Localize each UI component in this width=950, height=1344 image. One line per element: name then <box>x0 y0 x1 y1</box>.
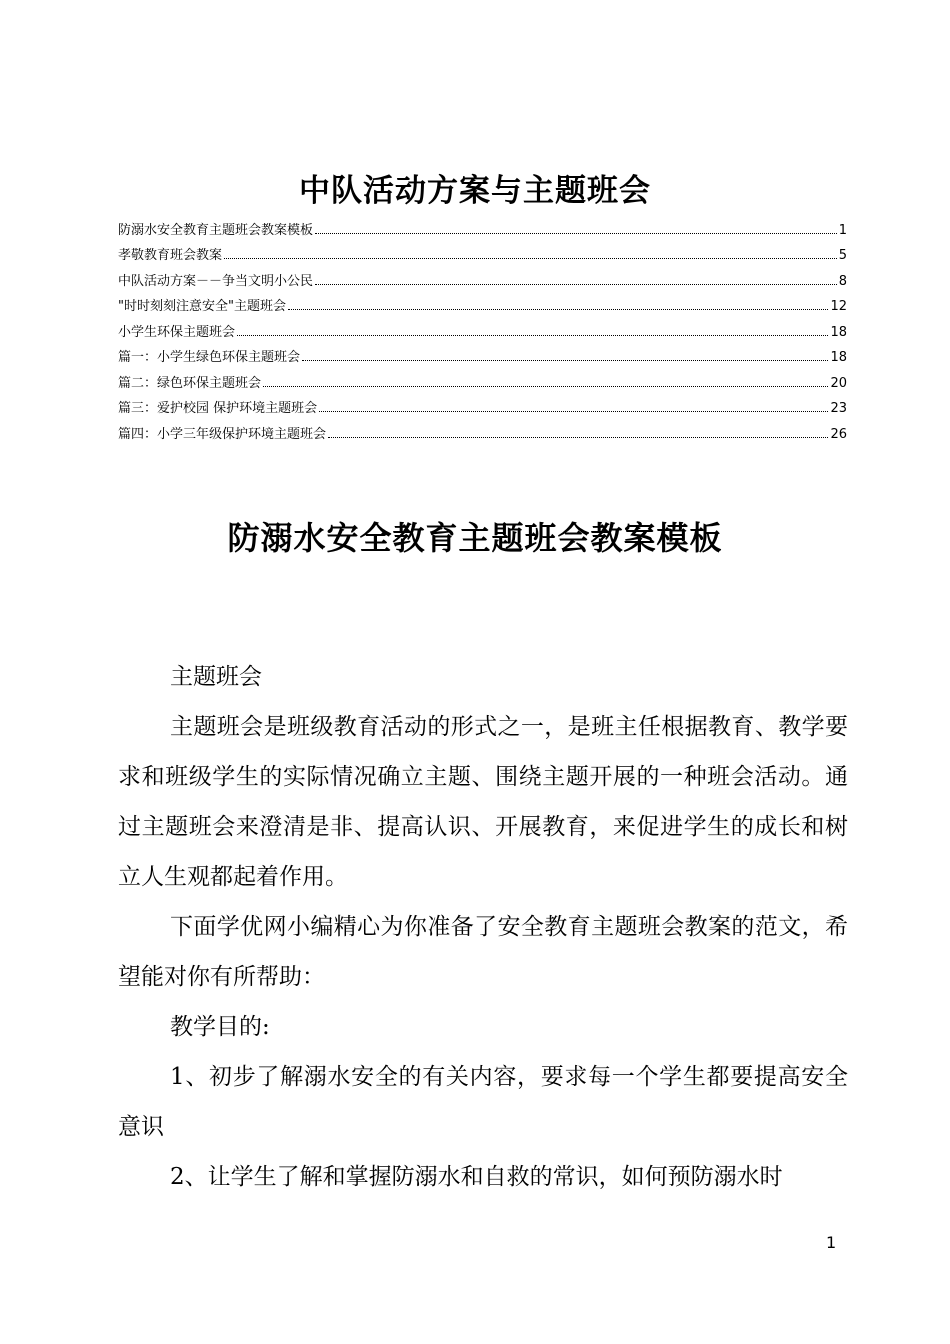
toc-item-page: 18 <box>830 350 847 365</box>
toc-item[interactable] <box>118 238 847 264</box>
toc-item-text: 小学生环保主题班会 <box>118 324 236 340</box>
toc-item-page: 5 <box>838 248 847 263</box>
table-of-contents <box>118 212 847 442</box>
toc-item[interactable] <box>118 314 847 340</box>
toc-leader-dots <box>328 436 828 438</box>
paragraph: 下面学优网小编精心为你准备了安全教育主题班会教案的范文，希望能对你有所帮助： <box>118 914 848 990</box>
paragraph: 1、初步了解溺水安全的有关内容，要求每一个学生都要提高安全意识 <box>118 1064 848 1140</box>
paragraph: 教学目的: <box>170 1014 270 1040</box>
toc-item[interactable] <box>118 289 847 315</box>
toc-item-page: 1 <box>838 222 847 238</box>
toc-item[interactable] <box>118 416 847 442</box>
toc-item-text: 篇二：绿色环保主题班会 <box>118 375 262 391</box>
toc-leader-dots <box>224 257 837 259</box>
toc-item-text: 防溺水安全教育主题班会教案模板 <box>118 222 314 238</box>
page-number: 1 <box>826 1233 837 1252</box>
toc-item-text: 篇四：小学三年级保护环境主题班会 <box>118 426 327 442</box>
toc-item-page: 23 <box>830 401 847 416</box>
toc-item-text: "时时刻刻注意安全"主题班会 <box>118 299 286 314</box>
toc-leader-dots <box>315 283 837 285</box>
toc-item-page: 18 <box>830 324 847 340</box>
toc-item-text: 篇三：爱护校园 保护环境主题班会 <box>118 401 318 416</box>
toc-item-page: 12 <box>830 299 847 314</box>
toc-leader-dots <box>302 359 828 361</box>
document-title: 中队活动方案与主题班会 <box>299 173 651 209</box>
toc-leader-dots <box>315 232 837 234</box>
toc-leader-dots <box>237 334 828 336</box>
toc-leader-dots <box>263 385 828 387</box>
toc-leader-dots <box>288 308 828 310</box>
toc-item-text: 孝敬教育班会教案 <box>118 248 223 263</box>
section-heading: 防溺水安全教育主题班会教案模板 <box>227 519 723 557</box>
toc-item[interactable] <box>118 340 847 366</box>
toc-item[interactable] <box>118 365 847 391</box>
toc-leader-dots <box>319 410 828 412</box>
paragraph: 2、让学生了解和掌握防溺水和自救的常识，如何预防溺水时 <box>170 1164 783 1190</box>
paragraph: 主题班会 <box>170 664 262 690</box>
toc-item[interactable] <box>118 212 847 238</box>
toc-item[interactable] <box>118 263 847 289</box>
toc-item-page: 20 <box>830 375 847 391</box>
toc-item[interactable] <box>118 391 847 417</box>
toc-item-page: 8 <box>838 273 847 289</box>
paragraph: 主题班会是班级教育活动的形式之一，是班主任根据教育、教学要求和班级学生的实际情况确立主题、围绕主题开展的一种班会活动。通过主题班会来澄清是非、提高认识、开展教育，来促进学生的成长和树立人生观都起着作用。 <box>118 714 848 890</box>
toc-item-page: 26 <box>830 426 847 442</box>
body-text <box>118 652 848 1202</box>
toc-item-text: 篇一：小学生绿色环保主题班会 <box>118 350 301 365</box>
toc-item-text: 中队活动方案－－争当文明小公民 <box>118 273 314 289</box>
